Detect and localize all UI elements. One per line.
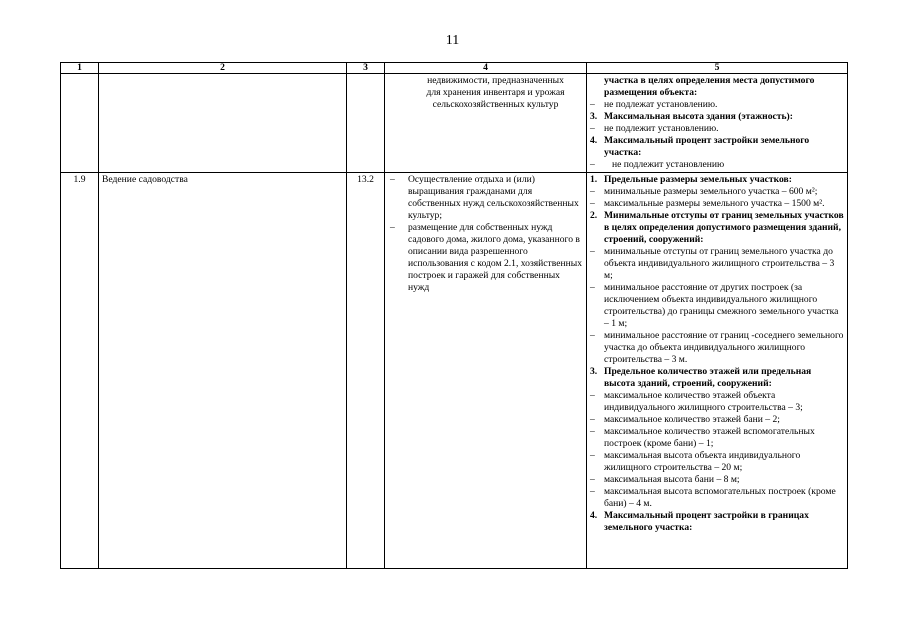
section-heading: 4. Максимальный процент застройки земельного участка: <box>590 135 810 158</box>
header-col-1: 1 <box>61 63 99 74</box>
list-item: – минимальное расстояние от границ -соседнего земельного участка до объекта индивидуального жилищного строительства – 3 м. <box>590 330 844 365</box>
list-item: – максимальное количество этажей объекта индивидуального жилищного строительства – 3; <box>590 390 803 413</box>
description-line: сельскохозяйственных культур <box>432 99 559 110</box>
header-col-4: 4 <box>385 63 587 74</box>
description-line: для хранения инвентаря и урожая <box>426 87 565 98</box>
list-item: – не подлежит установлению <box>590 159 725 170</box>
list-item: – не подлежит установлению. <box>590 123 719 134</box>
cell-number: 1.9 <box>61 173 99 569</box>
section-heading: 4. Максимальный процент застройки в границах земельного участка: <box>590 510 809 533</box>
list-item: – максимальная высота вспомогательных построек (кроме бани) – 4 м. <box>590 486 836 509</box>
cell-code: 13.2 <box>347 173 385 569</box>
list-item: – максимальные размеры земельного участка – 1500 м². <box>590 198 825 209</box>
list-item: – максимальная высота объекта индивидуального жилищного строительства – 20 м; <box>590 450 801 473</box>
table-row-1-9 <box>61 173 848 569</box>
section-heading: 3. Максимальная высота здания (этажность): <box>590 111 793 122</box>
list-item: – минимальные размеры земельного участка – 600 м²; <box>590 186 818 197</box>
cell-number <box>61 74 99 173</box>
section-heading: 3. Предельное количество этажей или предельная высота зданий, строений, сооружений: <box>590 366 812 389</box>
cell-parameters <box>587 173 848 569</box>
cell-parameters <box>587 74 848 173</box>
header-col-5: 5 <box>587 63 848 74</box>
list-item: – размещение для собственных нужд садового дома, жилого дома, указанного в описании вида разрешенного использования с кодом 2.1, хозяйственных построек и гаражей для собственных нужд <box>390 222 582 293</box>
cell-name <box>99 74 347 173</box>
cell-name: Ведение садоводства <box>99 173 347 569</box>
list-item: – Осуществление отдыха и (или) выращивания гражданами для собственных нужд сельскохозяйственных культур; <box>390 174 579 221</box>
cell-description <box>385 173 587 569</box>
cell-code <box>347 74 385 173</box>
section-heading: 1. Предельные размеры земельных участков: <box>590 174 792 185</box>
list-item: – минимальные отступы от границ земельного участка до объекта индивидуального жилищного строительства – 3 м; <box>590 246 835 281</box>
list-item: – максимальное количество этажей вспомогательных построек (кроме бани) – 1; <box>590 426 815 449</box>
page-number: 11 <box>445 33 460 48</box>
description-line: недвижимости, предназначенных <box>427 75 564 86</box>
list-item: – минимальное расстояние от других построек (за исключением объекта индивидуального жилищного строительства) до границы смежного земельного участка – 1 м; <box>590 282 839 329</box>
list-item: – максимальная высота бани – 8 м; <box>590 474 740 485</box>
list-item: – не подлежат установлению. <box>590 99 718 110</box>
section-title-continued: участка в целях определения места допустимого размещения объекта: <box>604 75 815 98</box>
cell-description <box>385 74 587 173</box>
regulations-table <box>60 62 848 569</box>
header-row <box>61 63 848 74</box>
table-row-continuation <box>61 74 848 173</box>
header-col-2: 2 <box>99 63 347 74</box>
list-item: – максимальное количество этажей бани – 2; <box>590 414 780 425</box>
section-heading: 2. Минимальные отступы от границ земельных участков в целях определения допустимого размещения зданий, строений, сооружений: <box>590 210 844 245</box>
header-col-3: 3 <box>347 63 385 74</box>
